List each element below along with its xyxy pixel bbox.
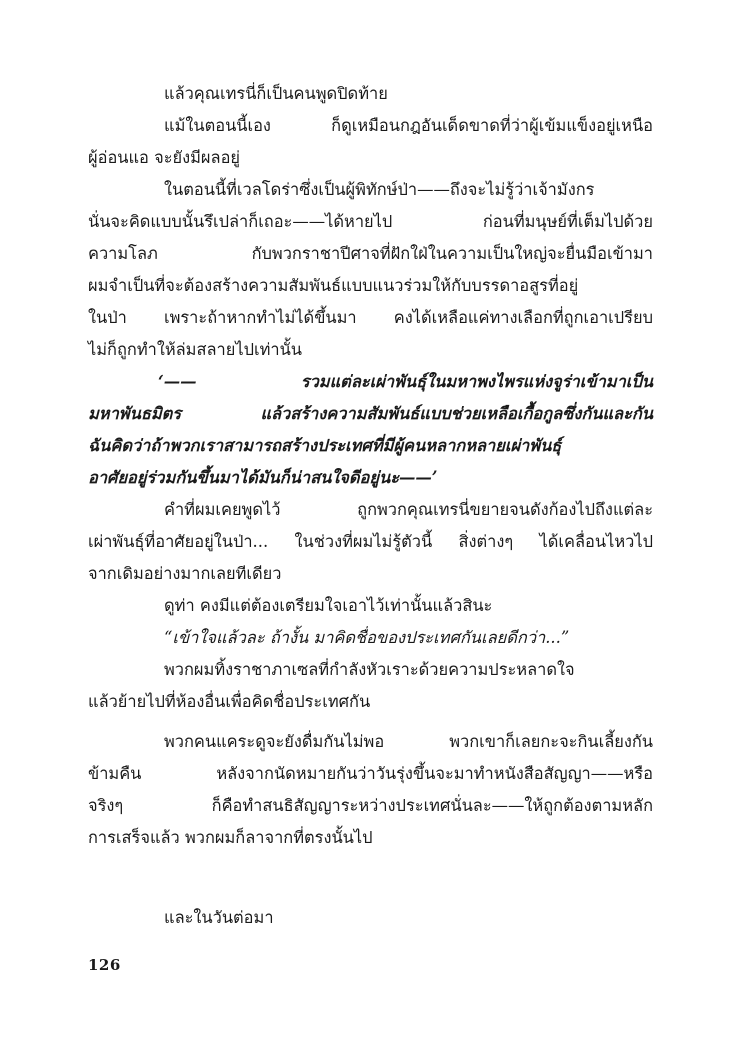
text-line: เผ่าพันธุ์ที่อาศัยอยู่ในป่า... ในช่วงที่ผมไม่รู้ตัวนี้ สิ่งต่างๆ ได้เคลื่อนไหวไป <box>88 532 653 551</box>
text-line: ผมจำเป็นที่จะต้องสร้างความสัมพันธ์แบบแนวร่วมให้กับบรรดาอสูรที่อยู่ <box>88 276 579 295</box>
text-line: คำที่ผมเคยพูดไว้ ถูกพวกคุณเทรนี่ขยายจนดังก้องไปถึงแต่ละ <box>164 500 653 519</box>
text-line: และในวันต่อมา <box>164 908 274 927</box>
text-line: ความโลภ กับพวกราชาปีศาจที่ฝักใฝ่ในความเป็นใหญ่จะยื่นมือเข้ามา <box>88 244 653 263</box>
dialogue-line: “เข้าใจแล้วละ ถ้างั้น มาคิดชื่อของประเทศกันเลยดีกว่า...” <box>164 628 570 647</box>
quote-line: ฉันคิดว่าถ้าพวกเราสามารถสร้างประเทศที่มีผู้คนหลากหลายเผ่าพันธุ์ <box>88 436 562 455</box>
text-line: จากเดิมอย่างมากเลยทีเดียว <box>88 564 282 583</box>
text-line: ในตอนนี้ที่เวลโดร่าซึ่งเป็นผู้พิทักษ์ป่า——ถึงจะไม่รู้ว่าเจ้ามังกร <box>164 180 595 199</box>
text-line: ไม่ก็ถูกทำให้ล่มสลายไปเท่านั้น <box>88 340 303 359</box>
text-line: พวกคนแคระดูจะยังดื่มกันไม่พอ พวกเขาก็เลยกะจะกินเลี้ยงกัน <box>164 732 653 751</box>
page-number: 126 <box>88 956 121 974</box>
text-line: แม้ในตอนนี้เอง ก็ดูเหมือนกฎอันเด็ดขาดที่ว่าผู้เข้มแข็งอยู่เหนือ <box>164 116 653 135</box>
text-line: ในป่า เพราะถ้าหากทำไม่ได้ขึ้นมา คงได้เหลือแค่ทางเลือกที่ถูกเอาเปรียบ <box>88 308 653 327</box>
text-line: การเสร็จแล้ว พวกผมก็ลาจากที่ตรงนั้นไป <box>88 828 373 847</box>
quote-line: อาศัยอยู่ร่วมกันขึ้นมาได้มันก็น่าสนใจดีอยู่นะ——’ <box>88 468 438 487</box>
quote-line: มหาพันธมิตร แล้วสร้างความสัมพันธ์แบบช่วยเหลือเกื้อกูลซึ่งกันและกัน <box>88 404 653 423</box>
text-line: แล้วคุณเทรนี่ก็เป็นคนพูดปิดท้าย <box>164 84 388 103</box>
text-line: ดูท่า คงมีแต่ต้องเตรียมใจเอาไว้เท่านั้นแล้วสินะ <box>164 596 493 615</box>
text-line: แล้วย้ายไปที่ห้องอื่นเพื่อคิดชื่อประเทศกัน <box>88 692 371 711</box>
text-line: จริงๆ ก็คือทำสนธิสัญญาระหว่างประเทศนั่นละ——ให้ถูกต้องตามหลัก <box>88 796 653 815</box>
text-line: ข้ามคืน หลังจากนัดหมายกันว่าวันรุ่งขึ้นจะมาทำหนังสือสัญญา——หรือ <box>88 764 653 783</box>
text-line: นั่นจะคิดแบบนั้นรึเปล่าก็เถอะ——ได้หายไป ก่อนที่มนุษย์ที่เต็มไปด้วย <box>88 212 653 231</box>
text-line: ผู้อ่อนแอ จะยังมีผลอยู่ <box>88 148 241 167</box>
quote-line: ‘—— รวมแต่ละเผ่าพันธุ์ในมหาพงไพรแห่งจูร่าเข้ามาเป็น <box>158 372 653 391</box>
text-line: พวกผมทิ้งราชาภาเซลที่กำลังหัวเราะด้วยความประหลาดใจ <box>164 660 575 679</box>
